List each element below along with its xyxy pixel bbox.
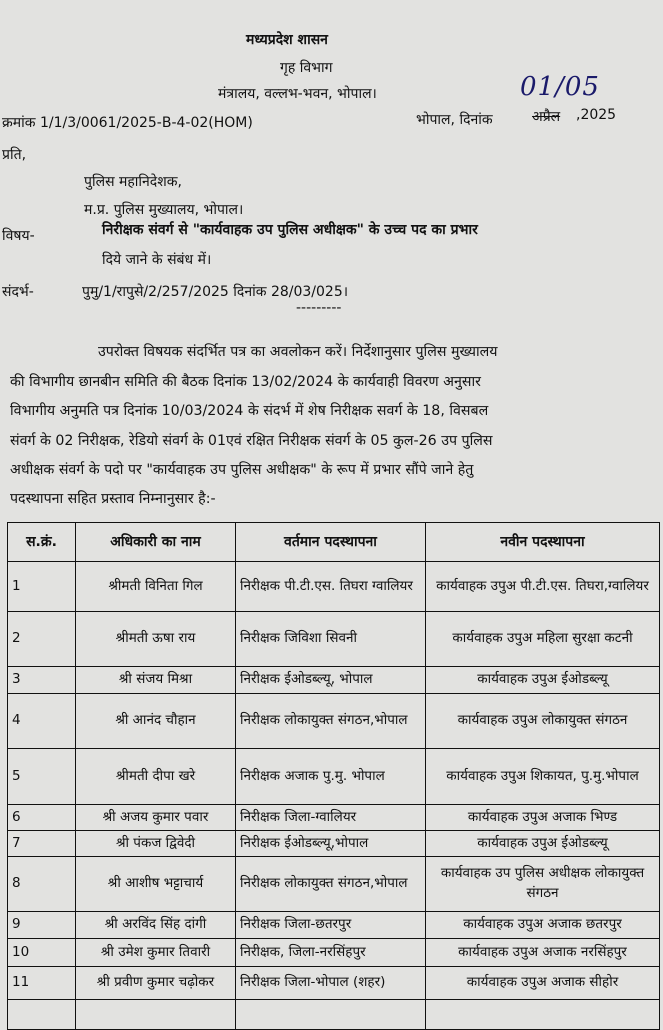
header-current-posting: वर्तमान पदस्थापना xyxy=(236,523,426,562)
table-row xyxy=(8,694,660,749)
serial-number: 11 xyxy=(8,967,76,1000)
body-line-2: की विभागीय छानबीन समिति की बैठक दिनांक 13/02/2024 के कार्यवाही विवरण अनुसार xyxy=(10,374,481,390)
officer-name: श्रीमती दीपा खरे xyxy=(76,749,236,805)
new-posting: कार्यवाहक उपुअ ईओडब्ल्यू xyxy=(426,831,660,857)
serial-number: 1 xyxy=(8,562,76,612)
table-row xyxy=(8,749,660,805)
serial-number: 8 xyxy=(8,857,76,912)
body-line-3: विभागीय अनुमति पत्र दिनांक 10/03/2024 के संदर्भ में शेष निरीक्षक सवर्ग के 18, विसबल xyxy=(10,403,489,419)
current-posting: निरीक्षक ईओडब्ल्यू, भोपाल xyxy=(236,667,426,694)
posting-table xyxy=(7,522,660,1030)
officer-name: श्री आनंद चौहान xyxy=(76,694,236,749)
serial-number: 7 xyxy=(8,831,76,857)
officer-name: श्री संजय मिश्रा xyxy=(76,667,236,694)
new-posting: कार्यवाहक उपुअ अजाक भिण्ड xyxy=(426,805,660,831)
officer-name: श्री प्रवीण कुमार चढ़ोकर xyxy=(76,967,236,1000)
body-line-4: संवर्ग के 02 निरीक्षक, रेडियो संवर्ग के 01एवं रक्षित निरीक्षक संवर्ग के 05 कुल-26 उप पुलिस xyxy=(10,433,493,449)
officer-name: श्री अजय कुमार पवार xyxy=(76,805,236,831)
partial-cell xyxy=(8,1000,76,1030)
reference-divider: --------- xyxy=(296,300,342,316)
current-posting: निरीक्षक जिविशा सिवनी xyxy=(236,612,426,667)
subject-line-1: निरीक्षक संवर्ग से "कार्यवाहक उप पुलिस अधीक्षक" के उच्च पद का प्रभार xyxy=(102,222,478,238)
current-posting: निरीक्षक जिला-ग्वालियर xyxy=(236,805,426,831)
table-row xyxy=(8,967,660,1000)
officer-name: श्री आशीष भट्टाचार्य xyxy=(76,857,236,912)
new-posting: कार्यवाहक उप पुलिस अधीक्षक लोकायुक्त संगठन xyxy=(426,857,660,912)
serial-number: 3 xyxy=(8,667,76,694)
serial-number: 10 xyxy=(8,939,76,967)
place-date-label: भोपाल, दिनांक xyxy=(416,112,493,128)
table-row xyxy=(8,939,660,967)
new-posting: कार्यवाहक उपुअ लोकायुक्त संगठन xyxy=(426,694,660,749)
new-posting: कार्यवाहक उपुअ अजाक नरसिंहपुर xyxy=(426,939,660,967)
table-row xyxy=(8,831,660,857)
reference-label: संदर्भ- xyxy=(2,284,34,300)
current-posting: निरीक्षक लोकायुक्त संगठन,भोपाल xyxy=(236,694,426,749)
officer-name: श्रीमती ऊषा राय xyxy=(76,612,236,667)
header-serial: स.क्रं. xyxy=(8,523,76,562)
letter-number: क्रमांक 1/1/3/0061/2025-B-4-02(HOM) xyxy=(2,115,253,131)
department-heading: गृह विभाग xyxy=(280,60,333,76)
new-posting: कार्यवाहक उपुअ महिला सुरक्षा कटनी xyxy=(426,612,660,667)
subject-label: विषय- xyxy=(2,228,35,244)
partial-cell xyxy=(76,1000,236,1030)
serial-number: 2 xyxy=(8,612,76,667)
addressee-prefix: प्रति, xyxy=(2,147,27,163)
new-posting: कार्यवाहक उपुअ अजाक छतरपुर xyxy=(426,912,660,939)
current-posting: निरीक्षक, जिला-नरसिंहपुर xyxy=(236,939,426,967)
struck-month: अप्रैल xyxy=(532,109,561,125)
current-posting: निरीक्षक जिला-छतरपुर xyxy=(236,912,426,939)
officer-name: श्री उमेश कुमार तिवारी xyxy=(76,939,236,967)
serial-number: 6 xyxy=(8,805,76,831)
new-posting: कार्यवाहक उपुअ पी.टी.एस. तिघरा,ग्वालियर xyxy=(426,562,660,612)
table-row xyxy=(8,857,660,912)
body-line-5: अधीक्षक संवर्ग के पदो पर "कार्यवाहक उप पुलिस अधीक्षक" के रूप में प्रभार सौंपे जाने हेतु xyxy=(10,462,474,478)
officer-name: श्रीमती विनिता गिल xyxy=(76,562,236,612)
serial-number: 5 xyxy=(8,749,76,805)
addressee-line-2: म.प्र. पुलिस मुख्यालय, भोपाल। xyxy=(84,202,244,218)
current-posting: निरीक्षक जिला-भोपाल (शहर) xyxy=(236,967,426,1000)
addressee-line-1: पुलिस महानिदेशक, xyxy=(84,174,182,190)
current-posting: निरीक्षक अजाक पु.मु. भोपाल xyxy=(236,749,426,805)
address-heading: मंत्रालय, वल्लभ-भवन, भोपाल। xyxy=(218,86,377,102)
table-row xyxy=(8,912,660,939)
govt-heading: मध्यप्रदेश शासन xyxy=(246,32,328,48)
subject-line-2: दिये जाने के संबंध में। xyxy=(102,252,212,268)
current-posting: निरीक्षक पी.टी.एस. तिघरा ग्वालियर xyxy=(236,562,426,612)
body-line-6: पदस्थापना सहित प्रस्ताव निम्नानुसार है:- xyxy=(10,491,216,507)
header-officer-name: अधिकारी का नाम xyxy=(76,523,236,562)
table-row xyxy=(8,667,660,694)
new-posting: कार्यवाहक उपुअ अजाक सीहोर xyxy=(426,967,660,1000)
new-posting: कार्यवाहक उपुअ शिकायत, पु.मु.भोपाल xyxy=(426,749,660,805)
current-posting: निरीक्षक लोकायुक्त संगठन,भोपाल xyxy=(236,857,426,912)
officer-name: श्री अरविंद सिंह दांगी xyxy=(76,912,236,939)
table-header-row xyxy=(8,523,660,562)
serial-number: 9 xyxy=(8,912,76,939)
serial-number: 4 xyxy=(8,694,76,749)
reference-text: पुमु/1/रापुसे/2/257/2025 दिनांक 28/03/025। xyxy=(82,284,349,300)
letter-year: ,2025 xyxy=(576,107,617,123)
table-row xyxy=(8,805,660,831)
current-posting: निरीक्षक ईओडब्ल्यू,भोपाल xyxy=(236,831,426,857)
partial-cell xyxy=(426,1000,660,1030)
officer-name: श्री पंकज द्विवेदी xyxy=(76,831,236,857)
table-row-partial xyxy=(8,1000,660,1030)
body-line-1: उपरोक्त विषयक संदर्भित पत्र का अवलोकन करें। निर्देशानुसार पुलिस मुख्यालय xyxy=(98,344,498,360)
table-row xyxy=(8,612,660,667)
new-posting: कार्यवाहक उपुअ ईओडब्ल्यू xyxy=(426,667,660,694)
table-row xyxy=(8,562,660,612)
partial-cell xyxy=(236,1000,426,1030)
handwritten-date: 01/05 xyxy=(520,72,600,102)
header-new-posting: नवीन पदस्थापना xyxy=(426,523,660,562)
